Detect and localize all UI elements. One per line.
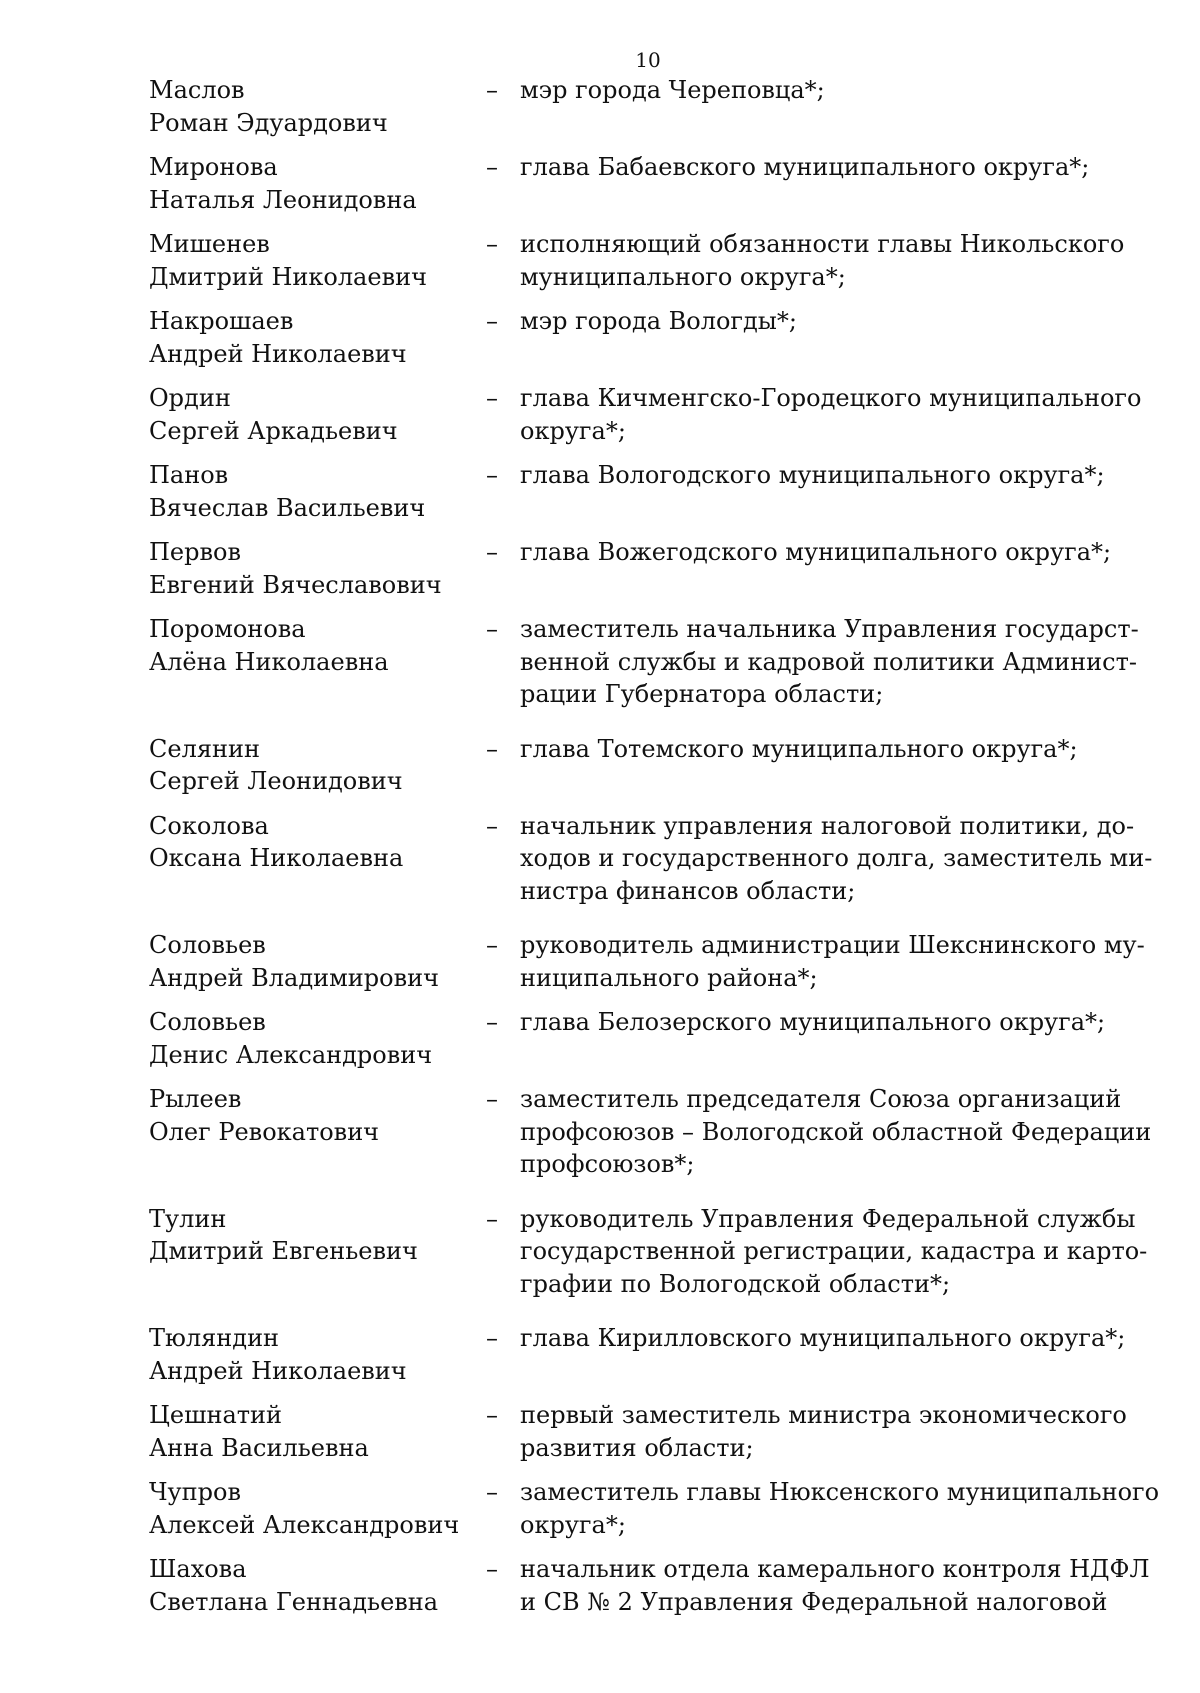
list-item bbox=[149, 1083, 1152, 1181]
position-line: глава Белозерского муниципального округа*; bbox=[520, 1008, 1106, 1036]
member-given-names: Алёна Николаевна bbox=[149, 647, 389, 676]
dash-separator: – bbox=[486, 615, 498, 643]
member-given-names: Дмитрий Николаевич bbox=[149, 262, 427, 291]
list-item bbox=[149, 305, 1149, 370]
list-item bbox=[149, 459, 1149, 524]
position-line: графии по Вологодской области*; bbox=[520, 1269, 951, 1298]
position-line: заместитель главы Нюксенского муниципального bbox=[520, 1478, 1160, 1506]
position-line: заместитель начальника Управления государст- bbox=[520, 615, 1139, 643]
list-item bbox=[149, 536, 1149, 601]
member-position bbox=[520, 382, 1140, 447]
member-name bbox=[149, 74, 486, 139]
member-surname: Тулин bbox=[149, 1204, 227, 1233]
member-position bbox=[520, 1006, 1140, 1071]
member-surname: Поромонова bbox=[149, 615, 306, 643]
list-item bbox=[149, 1399, 1149, 1464]
member-name bbox=[149, 1322, 486, 1387]
position-line: профсоюзов – Вологодской областной Федерации bbox=[520, 1117, 1152, 1146]
member-given-names: Алексей Александрович bbox=[149, 1510, 460, 1539]
position-line: глава Вологодского муниципального округа*; bbox=[520, 461, 1105, 489]
member-surname: Накрошаев bbox=[149, 307, 294, 335]
member-given-names: Анна Васильевна bbox=[149, 1433, 369, 1462]
dash-separator: – bbox=[486, 461, 498, 489]
member-surname: Мишенев bbox=[149, 230, 270, 258]
position-line: глава Кичменгско-Городецкого муниципального bbox=[520, 384, 1142, 412]
position-line: венной службы и кадровой политики Админист- bbox=[520, 647, 1137, 676]
member-name bbox=[149, 1006, 486, 1071]
member-position bbox=[520, 151, 1140, 216]
list-item bbox=[149, 613, 1149, 711]
list-item bbox=[149, 1476, 1160, 1541]
dash-separator: – bbox=[486, 230, 498, 258]
position-line: округа*; bbox=[520, 416, 626, 445]
member-name bbox=[149, 151, 486, 216]
member-surname: Соколова bbox=[149, 811, 269, 840]
member-surname: Миронова bbox=[149, 153, 278, 181]
position-line: заместитель председателя Союза организаций bbox=[520, 1085, 1122, 1113]
position-line: начальник отдела камерального контроля НДФЛ bbox=[520, 1555, 1150, 1583]
member-surname: Панов bbox=[149, 461, 229, 489]
member-given-names: Андрей Николаевич bbox=[149, 339, 407, 368]
position-line: ниципального района*; bbox=[520, 963, 818, 992]
member-position bbox=[520, 1203, 1148, 1301]
member-name bbox=[149, 1083, 486, 1181]
member-position bbox=[520, 1083, 1152, 1181]
member-position bbox=[520, 536, 1140, 601]
position-line: государственной регистрации, кадастра и карто- bbox=[520, 1237, 1148, 1265]
position-line: муниципального округа*; bbox=[520, 262, 846, 291]
member-name bbox=[149, 1399, 486, 1464]
member-surname: Тюляндин bbox=[149, 1324, 280, 1352]
list-item bbox=[149, 929, 1149, 994]
member-position bbox=[520, 74, 1140, 139]
dash-separator: – bbox=[486, 153, 498, 181]
member-position bbox=[520, 1553, 1150, 1618]
dash-separator: – bbox=[486, 811, 498, 840]
member-position bbox=[520, 1476, 1160, 1541]
member-given-names: Светлана Геннадьевна bbox=[149, 1587, 439, 1616]
list-item bbox=[149, 810, 1153, 908]
list-item bbox=[149, 1322, 1149, 1387]
dash-separator: – bbox=[486, 538, 498, 566]
member-given-names: Наталья Леонидовна bbox=[149, 185, 417, 214]
member-given-names: Денис Александрович bbox=[149, 1040, 433, 1069]
member-position bbox=[520, 305, 1140, 370]
member-position bbox=[520, 1322, 1140, 1387]
position-line: мэр города Череповца*; bbox=[520, 76, 825, 104]
position-line: округа*; bbox=[520, 1510, 626, 1539]
dash-separator: – bbox=[486, 1555, 498, 1583]
member-name bbox=[149, 1203, 486, 1301]
member-name bbox=[149, 305, 486, 370]
member-position bbox=[520, 228, 1140, 293]
dash-separator: – bbox=[486, 1204, 498, 1233]
page-number: 10 bbox=[635, 48, 661, 72]
list-item bbox=[149, 1553, 1149, 1618]
position-line: глава Кирилловского муниципального округа*; bbox=[520, 1324, 1126, 1352]
member-name bbox=[149, 228, 486, 293]
member-surname: Чупров bbox=[149, 1478, 241, 1506]
position-line: исполняющий обязанности главы Никольского bbox=[520, 230, 1125, 258]
member-surname: Цешнатий bbox=[149, 1401, 283, 1429]
position-line: и СВ № 2 Управления Федеральной налоговой bbox=[520, 1587, 1108, 1616]
member-surname: Селянин bbox=[149, 734, 260, 763]
position-line: руководитель Управления Федеральной службы bbox=[520, 1204, 1136, 1233]
member-given-names: Роман Эдуардович bbox=[149, 108, 388, 137]
member-given-names: Сергей Аркадьевич bbox=[149, 416, 398, 445]
position-line: первый заместитель министра экономического bbox=[520, 1401, 1127, 1429]
member-surname: Ордин bbox=[149, 384, 231, 412]
dash-separator: – bbox=[486, 931, 498, 959]
position-line: глава Бабаевского муниципального округа*; bbox=[520, 153, 1090, 181]
member-name bbox=[149, 810, 486, 908]
dash-separator: – bbox=[486, 1478, 498, 1506]
position-line: профсоюзов*; bbox=[520, 1150, 695, 1178]
member-given-names: Андрей Владимирович bbox=[149, 963, 439, 992]
member-list bbox=[149, 74, 1160, 1630]
member-name bbox=[149, 929, 486, 994]
member-given-names: Дмитрий Евгеньевич bbox=[149, 1237, 418, 1265]
member-surname: Шахова bbox=[149, 1555, 247, 1583]
member-position bbox=[520, 810, 1153, 908]
member-given-names: Андрей Николаевич bbox=[149, 1356, 407, 1385]
list-item bbox=[149, 382, 1149, 447]
position-line: рации Губернатора области; bbox=[520, 680, 884, 708]
dash-separator: – bbox=[486, 1401, 498, 1429]
position-line: руководитель администрации Шекснинского му- bbox=[520, 931, 1145, 959]
member-position bbox=[520, 1399, 1140, 1464]
member-name bbox=[149, 536, 486, 601]
position-line: мэр города Вологды*; bbox=[520, 307, 797, 335]
member-name bbox=[149, 459, 486, 524]
member-surname: Первов bbox=[149, 538, 241, 566]
member-name bbox=[149, 1476, 486, 1541]
member-position bbox=[520, 929, 1145, 994]
list-item bbox=[149, 74, 1149, 139]
dash-separator: – bbox=[486, 76, 498, 104]
member-surname: Рылеев bbox=[149, 1085, 242, 1113]
dash-separator: – bbox=[486, 1008, 498, 1036]
member-surname: Соловьев bbox=[149, 931, 266, 959]
list-item bbox=[149, 228, 1149, 293]
member-position bbox=[520, 459, 1140, 524]
position-line: ходов и государственного долга, заместитель ми- bbox=[520, 844, 1153, 872]
position-line: глава Тотемского муниципального округа*; bbox=[520, 734, 1078, 763]
dash-separator: – bbox=[486, 307, 498, 335]
member-name bbox=[149, 613, 486, 711]
member-name bbox=[149, 733, 486, 798]
dash-separator: – bbox=[486, 1324, 498, 1352]
member-name bbox=[149, 1553, 486, 1618]
dash-separator: – bbox=[486, 734, 498, 763]
member-given-names: Олег Ревокатович bbox=[149, 1117, 380, 1146]
member-given-names: Вячеслав Васильевич bbox=[149, 493, 426, 522]
member-position bbox=[520, 613, 1140, 711]
member-given-names: Оксана Николаевна bbox=[149, 844, 404, 872]
member-name bbox=[149, 382, 486, 447]
member-surname: Маслов bbox=[149, 76, 245, 104]
list-item bbox=[149, 1006, 1149, 1071]
position-line: начальник управления налоговой политики, до- bbox=[520, 811, 1135, 840]
dash-separator: – bbox=[486, 384, 498, 412]
dash-separator: – bbox=[486, 1085, 498, 1113]
position-line: развития области; bbox=[520, 1433, 754, 1462]
list-item bbox=[149, 733, 1149, 798]
list-item bbox=[149, 151, 1149, 216]
member-position bbox=[520, 733, 1140, 798]
position-line: глава Вожегодского муниципального округа*; bbox=[520, 538, 1112, 566]
position-line: нистра финансов области; bbox=[520, 876, 856, 905]
member-given-names: Евгений Вячеславович bbox=[149, 570, 442, 599]
member-given-names: Сергей Леонидович bbox=[149, 767, 403, 795]
member-surname: Соловьев bbox=[149, 1008, 266, 1036]
list-item bbox=[149, 1203, 1149, 1301]
